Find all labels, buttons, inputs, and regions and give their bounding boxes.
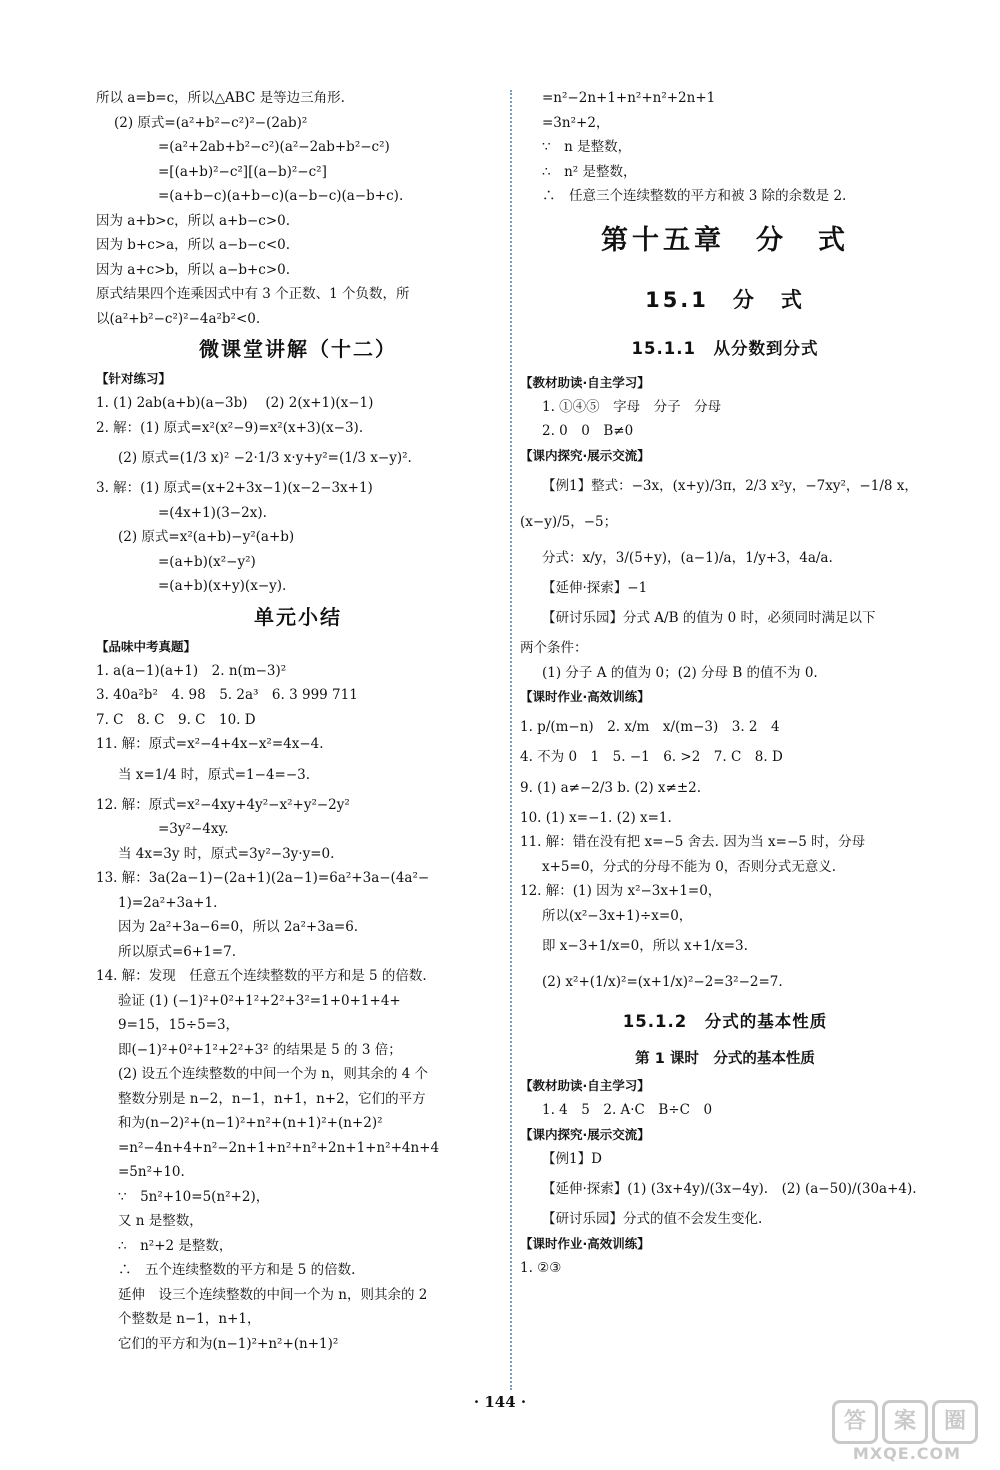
text-line: 【延伸·探索】−1 (542, 579, 648, 596)
text-line: ∴ n²+2 是整数， (118, 1237, 233, 1254)
text-line: =3n²+2， (542, 114, 610, 131)
text-line: 所以 a=b=c，所以△ABC 是等边三角形. (96, 90, 345, 106)
text-line: 1. (1) 2ab(a+b)(a−3b) (2) 2(x+1)(x−1) (96, 395, 374, 411)
text-line: 4. 不为 0 1 5. −1 6. >2 7. C 8. D (520, 749, 783, 765)
section-tag: 【品味中考真题】 (96, 638, 197, 654)
watermark-logo (832, 1400, 982, 1466)
text-line: 【延伸·探索】(1) (3x+4y)/(3x−4y). (2) (a−50)/(30a+4). (542, 1181, 917, 1197)
text-line: ∴ 五个连续整数的平方和是 5 的倍数. (118, 1262, 356, 1278)
right-column (520, 86, 930, 1280)
section-title: 单元小结 (254, 604, 342, 629)
text-line: 1. a(a−1)(a+1) 2. n(m−3)² (96, 662, 287, 679)
lesson-title: 第 1 课时 分式的基本性质 (635, 1051, 815, 1067)
text-line: 【例1】D (542, 1150, 602, 1167)
section-tag: 【课内探究·展示交流】 (520, 1126, 650, 1142)
text-line: 11. 解：原式=x²−4+4x−x²=4x−4. (96, 736, 324, 752)
text-line: 2. 解：(1) 原式=x²(x²−9)=x²(x+3)(x−3). (96, 419, 364, 436)
text-line: 个整数是 n−1，n+1， (118, 1311, 261, 1327)
text-line: 即 x−3+1/x=0，所以 x+1/x=3. (542, 938, 748, 954)
text-line: 2. 0 0 B≠0 (542, 423, 634, 439)
watermark-char: 案 (882, 1400, 928, 1444)
subsection-title: 15.1.1 从分数到分式 (631, 338, 819, 358)
section-tag: 【课时作业·高效训练】 (520, 689, 650, 704)
text-line: =n²−4n+4+n²−2n+1+n²+n²+2n+1+n²+4n+4 (118, 1139, 440, 1156)
text-line: 因为 b+c>a，所以 a−b−c<0. (96, 237, 291, 253)
text-line: =(a+b)(x²−y²) (158, 553, 256, 570)
watermark-char: 答 (832, 1400, 878, 1444)
text-line: 因为 2a²+3a−6=0，所以 2a²+3a=6. (118, 919, 359, 935)
text-line: 9. (1) a≠−2/3 b. (2) x≠±2. (520, 779, 702, 796)
text-line: 所以原式=6+1=7. (118, 943, 236, 960)
text-line: 当 4x=3y 时，原式=3y²−3y·y=0. (118, 845, 335, 862)
text-line: 9=15，15÷5=3， (118, 1017, 240, 1033)
text-line: ∴ n² 是整数， (542, 163, 637, 180)
section-tag: 【课内探究·展示交流】 (520, 447, 650, 463)
section-tag: 【针对练习】 (96, 371, 172, 386)
watermark-char: 圈 (932, 1400, 978, 1444)
text-line: 1. p/(m−n) 2. x/m x/(m−3) 3. 2 4 (520, 719, 780, 735)
text-line: (2) 原式=x²(a+b)−y²(a+b) (118, 529, 295, 545)
text-line: 【研讨乐园】分式 A/B 的值为 0 时，必须同时满足以下 (542, 610, 876, 626)
text-line: 【研讨乐园】分式的值不会发生变化. (542, 1211, 763, 1227)
text-line: 以(a²+b²−c²)²−4a²b²<0. (96, 310, 261, 327)
text-line: (2) x²+(1/x)²=(x+1/x)²−2=3²−2=7. (542, 974, 783, 990)
subsection-title: 15.1 分 式 (645, 287, 805, 312)
text-line: 3. 40a²b² 4. 98 5. 2a³ 6. 3 999 711 (96, 687, 358, 703)
text-line: =[(a+b)²−c²][(a−b)²−c²] (158, 163, 327, 180)
text-line: (2) 原式=(1/3 x)² −2·1/3 x·y+y²=(1/3 x−y)². (118, 450, 412, 466)
text-line: 14. 解：发现 任意五个连续整数的平方和是 5 的倍数. (96, 968, 427, 984)
section-tag: 【教材助读·自主学习】 (520, 1078, 650, 1093)
text-line: 两个条件： (520, 640, 588, 656)
text-line: x+5=0，分式的分母不能为 0，否则分式无意义. (542, 858, 837, 875)
text-line: =5n²+10. (118, 1164, 185, 1180)
text-line: 原式结果四个连乘因式中有 3 个正数、1 个负数，所 (96, 286, 410, 302)
section-tag: 【课时作业·高效训练】 (520, 1235, 650, 1251)
text-line: (x−y)/5，−5； (520, 513, 618, 530)
text-line: =(a+b−c)(a+b−c)(a−b−c)(a−b+c). (158, 188, 404, 204)
text-line: (2) 设五个连续整数的中间一个为 n，则其余的 4 个 (118, 1066, 429, 1082)
text-line: 所以(x²−3x+1)÷x=0， (542, 907, 693, 924)
text-line: 1. 4 5 2. A·C B÷C 0 (542, 1102, 713, 1118)
text-line: 1. ②③ (520, 1259, 562, 1276)
text-line: 又 n 是整数， (118, 1213, 203, 1229)
text-line: 延伸 设三个连续整数的中间一个为 n，则其余的 2 (118, 1286, 428, 1303)
text-line: (1) 分子 A 的值为 0；(2) 分母 B 的值不为 0. (542, 664, 818, 681)
text-line: 13. 解：3a(2a−1)−(2a+1)(2a−1)=6a²+3a−(4a²− (96, 870, 430, 886)
text-line: 3. 解：(1) 原式=(x+2+3x−1)(x−2−3x+1) (96, 480, 373, 496)
text-line: 1. ①④⑤ 字母 分子 分母 (542, 398, 722, 415)
text-line: 1)=2a²+3a+1. (118, 894, 218, 911)
text-line: =(a²+2ab+b²−c²)(a²−2ab+b²−c²) (158, 139, 390, 155)
text-line: 验证 (1) (−1)²+0²+1²+2²+3²=1+0+1+4+ (118, 992, 401, 1009)
text-line: 分式：x/y，3/(5+y)，(a−1)/a，1/y+3，4a/a. (542, 549, 833, 566)
text-line: 它们的平方和为(n−1)²+n²+(n+1)² (118, 1335, 339, 1352)
text-line: 10. (1) x=−1. (2) x=1. (520, 809, 672, 826)
text-line: =(4x+1)(3−2x). (158, 504, 267, 521)
text-line: 11. 解：错在没有把 x=−5 舍去. 因为当 x=−5 时，分母 (520, 834, 866, 850)
text-line: =3y²−4xy. (158, 821, 229, 837)
text-line: ∵ 5n²+10=5(n²+2)， (118, 1188, 270, 1205)
text-line: =(a+b)(x+y)(x−y). (158, 578, 287, 594)
text-line: 因为 a+c>b，所以 a−b+c>0. (96, 261, 291, 278)
text-line: ∵ n 是整数， (542, 139, 632, 155)
text-line: 当 x=1/4 时，原式=1−4=−3. (118, 766, 311, 783)
text-line: 和为(n−2)²+(n−1)²+n²+(n+1)²+(n+2)² (118, 1115, 383, 1131)
left-column (96, 86, 500, 1356)
text-line: 整数分别是 n−2，n−1，n+1，n+2，它们的平方 (118, 1090, 426, 1107)
subsection-title: 15.1.2 分式的基本性质 (622, 1012, 828, 1031)
text-line: 因为 a+b>c，所以 a+b−c>0. (96, 212, 291, 229)
text-line: 7. C 8. C 9. C 10. D (96, 711, 256, 728)
text-line: 12. 解：原式=x²−4xy+4y²−x²+y²−2y² (96, 796, 350, 813)
text-line: 即(−1)²+0²+1²+2²+3² 的结果是 5 的 3 倍； (118, 1041, 402, 1058)
page-number: · 144 · (473, 1393, 527, 1411)
watermark-url: MXQE.COM (852, 1444, 962, 1463)
text-line: 【例1】整式：−3x，(x+y)/3π，2/3 x²y，−7xy²，−1/8 x， (542, 477, 918, 494)
chapter-title: 第十五章 分 式 (601, 224, 849, 256)
section-tag: 【教材助读·自主学习】 (520, 374, 650, 390)
text-line: 12. 解：(1) 因为 x²−3x+1=0， (520, 883, 722, 899)
column-divider (510, 90, 512, 1390)
text-line: =n²−2n+1+n²+n²+2n+1 (542, 90, 716, 106)
text-line: (2) 原式=(a²+b²−c²)²−(2ab)² (114, 114, 308, 131)
text-line: ∴ 任意三个连续整数的平方和被 3 除的余数是 2. (542, 188, 847, 204)
section-title: 微课堂讲解（十二） (199, 337, 397, 361)
